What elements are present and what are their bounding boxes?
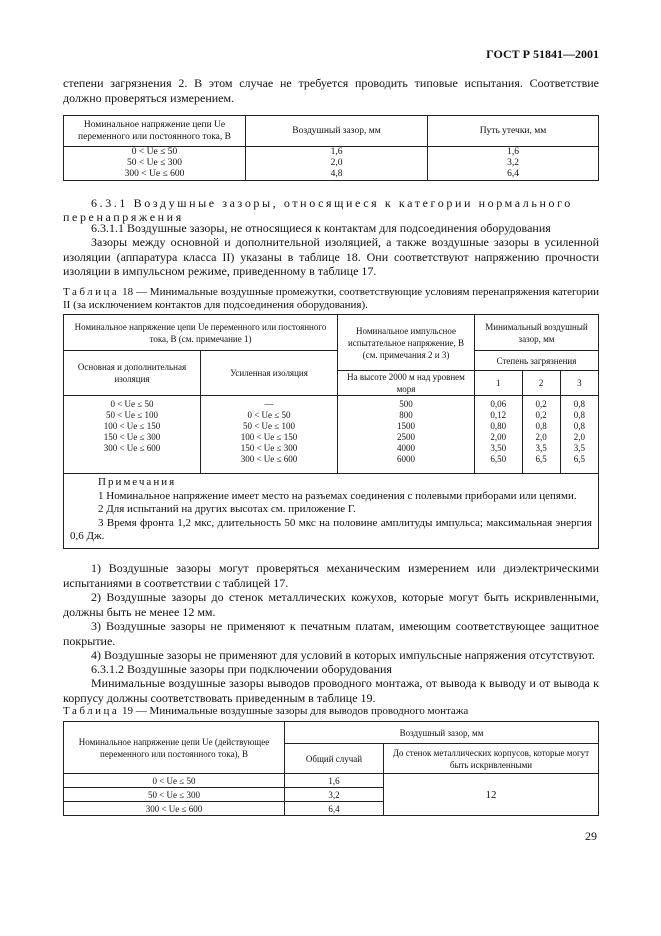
col-header-creepage: Путь утечки, мм bbox=[428, 116, 599, 147]
t18-header-basic: Основная и дополнительная изоляция bbox=[64, 351, 201, 396]
list-item-3: 3) Воздушные зазоры не применяют к печатным платам, имеющим соответствующее защитное покрытие. bbox=[63, 619, 599, 648]
table-clearance-creepage bbox=[63, 115, 599, 181]
t19-header-voltage: Номинальное напряжение цепи Uе (действующее переменного или постоянного тока), В bbox=[64, 722, 285, 774]
col-header-gap: Воздушный зазор, мм bbox=[246, 116, 428, 147]
voltage-cell: 0 < Uе ≤ 50 50 < Uе ≤ 300 300 < Uе ≤ 600 bbox=[64, 147, 246, 181]
wiring-paragraph: Минимальные воздушные зазоры выводов проводного монтажа, от вывода к выводу и от вывода к корпусу должны соответствовать приведенным в таблице 19. bbox=[63, 676, 599, 705]
t18-header-p3: 3 bbox=[560, 371, 598, 396]
t19-general: 3,2 bbox=[285, 788, 384, 802]
t18-header-p1: 1 bbox=[475, 371, 523, 396]
t19-voltage: 300 < Uе ≤ 600 bbox=[64, 802, 285, 816]
standard-header: ГОСТ Р 51841—2001 bbox=[486, 47, 599, 61]
t18-header-altitude: На высоте 2000 м над уровнем моря bbox=[338, 371, 475, 396]
list-item-1: 1) Воздушные зазоры могут проверяться механическим измерением или диэлектрическими испытаниями в соответствии с таблицей 17. bbox=[63, 561, 599, 590]
intro-paragraph: степени загрязнения 2. В этом случае не требуется проводить типовые испытания. Соответствие должно проверяться измерением. bbox=[63, 76, 599, 105]
t19-walls-value: 12 bbox=[384, 774, 599, 816]
t18-basic-cell: 0 < Uе ≤ 50 50 < Uе ≤ 100 100 < Uе ≤ 150 150 < Uе ≤ 300 300 < Uе ≤ 600 bbox=[64, 396, 201, 474]
section-6-3-1-title-cont: перенапряжения bbox=[63, 210, 184, 224]
t18-header-impulse: Номинальное импульсное испытательное напряжение, В (см. примечания 2 и 3) bbox=[338, 315, 475, 371]
t18-header-reinforced: Усиленная изоляция bbox=[201, 351, 338, 396]
t18-header-voltage: Номинальное напряжение цепи Uе переменного или постоянного тока, В (см. примечание 1) bbox=[64, 315, 338, 351]
t19-voltage: 50 < Uе ≤ 300 bbox=[64, 788, 285, 802]
insulation-paragraph: Зазоры между основной и дополнительной изоляцией, а также воздушные зазоры в усиленной изоляции (аппаратура класса II) указаны в таблице 18. Они соответствуют напряжению прочности изоляции в импульсном режиме, приведенному в таблице 17. bbox=[63, 235, 599, 278]
note-2: 2 Для испытаний на других высотах см. приложение Г. bbox=[98, 503, 356, 515]
note-3: 3 Время фронта 1,2 мкс, длительность 50 мкс на половине амплитуды импульса; максимальная энергия 0,6 Дж. bbox=[70, 516, 592, 542]
t18-header-p2: 2 bbox=[522, 371, 560, 396]
list-item-2: 2) Воздушные зазоры до стенок металлических кожухов, которые могут быть искривленными, должны быть не менее 12 мм. bbox=[63, 590, 599, 619]
t18-impulse-cell: 500 800 1500 2500 4000 6000 bbox=[338, 396, 475, 474]
col-header-voltage: Номинальное напряжение цепи Uе переменного или постоянного тока, В bbox=[64, 116, 246, 147]
t19-voltage: 0 < Uе ≤ 50 bbox=[64, 774, 285, 788]
list-item-4: 4) Воздушные зазоры не применяют для условий в которых импульсные напряжения отсутствуют. bbox=[91, 648, 595, 662]
t18-p3-cell: 0,8 0,8 0,8 2,0 3,5 6,5 bbox=[560, 396, 598, 474]
t18-p1-cell: 0,06 0,12 0,80 2,00 3,50 6,50 bbox=[475, 396, 523, 474]
page-number: 29 bbox=[585, 829, 597, 843]
t19-general: 6,4 bbox=[285, 802, 384, 816]
note-1: 1 Номинальное напряжение имеет место на разъемах соединения с полевыми приборами или цепями. bbox=[98, 489, 577, 502]
t18-reinforced-cell: — 0 < Uе ≤ 50 50 < Uе ≤ 100 100 < Uе ≤ 150 150 < Uе ≤ 300 300 < Uе ≤ 600 bbox=[201, 396, 338, 474]
t19-header-general: Общий случай bbox=[285, 744, 384, 774]
section-6-3-1-1: 6.3.1.1 Воздушные зазоры, не относящиеся к контактам для подсоединения оборудования bbox=[91, 221, 551, 235]
table-18 bbox=[63, 314, 599, 549]
t19-general: 1,6 bbox=[285, 774, 384, 788]
section-6-3-1-2: 6.3.1.2 Воздушные зазоры при подключении оборудования bbox=[91, 662, 392, 676]
table19-caption: Таблица 19 — Минимальные воздушные зазоры для выводов проводного монтажа bbox=[63, 705, 469, 717]
gap-cell: 1,6 2,0 4,8 bbox=[246, 147, 428, 181]
table-19 bbox=[63, 721, 599, 816]
t18-header-pollution: Степень загрязнения bbox=[475, 351, 599, 371]
table-row bbox=[64, 774, 599, 788]
t18-p2-cell: 0,2 0,2 0,8 2,0 3,5 6,5 bbox=[522, 396, 560, 474]
section-6-3-1-title: 6.3.1 Воздушные зазоры, относящиеся к категории нормального bbox=[91, 196, 573, 210]
t18-header-min-gap: Минимальный воздушный зазор, мм bbox=[475, 315, 599, 351]
creepage-cell: 1,6 3,2 6,4 bbox=[428, 147, 599, 181]
t18-notes bbox=[64, 474, 599, 549]
table18-caption: Таблица 18 — Минимальные воздушные промежутки, соответствующие условиям перенапряжения категории II (за исключением контактов для подсоединения оборудования). bbox=[63, 286, 599, 311]
t19-header-walls: До стенок металлических корпусов, которые могут быть искривленными bbox=[384, 744, 599, 774]
notes-title: Примечания bbox=[98, 476, 177, 488]
t19-header-gap: Воздушный зазор, мм bbox=[285, 722, 599, 744]
